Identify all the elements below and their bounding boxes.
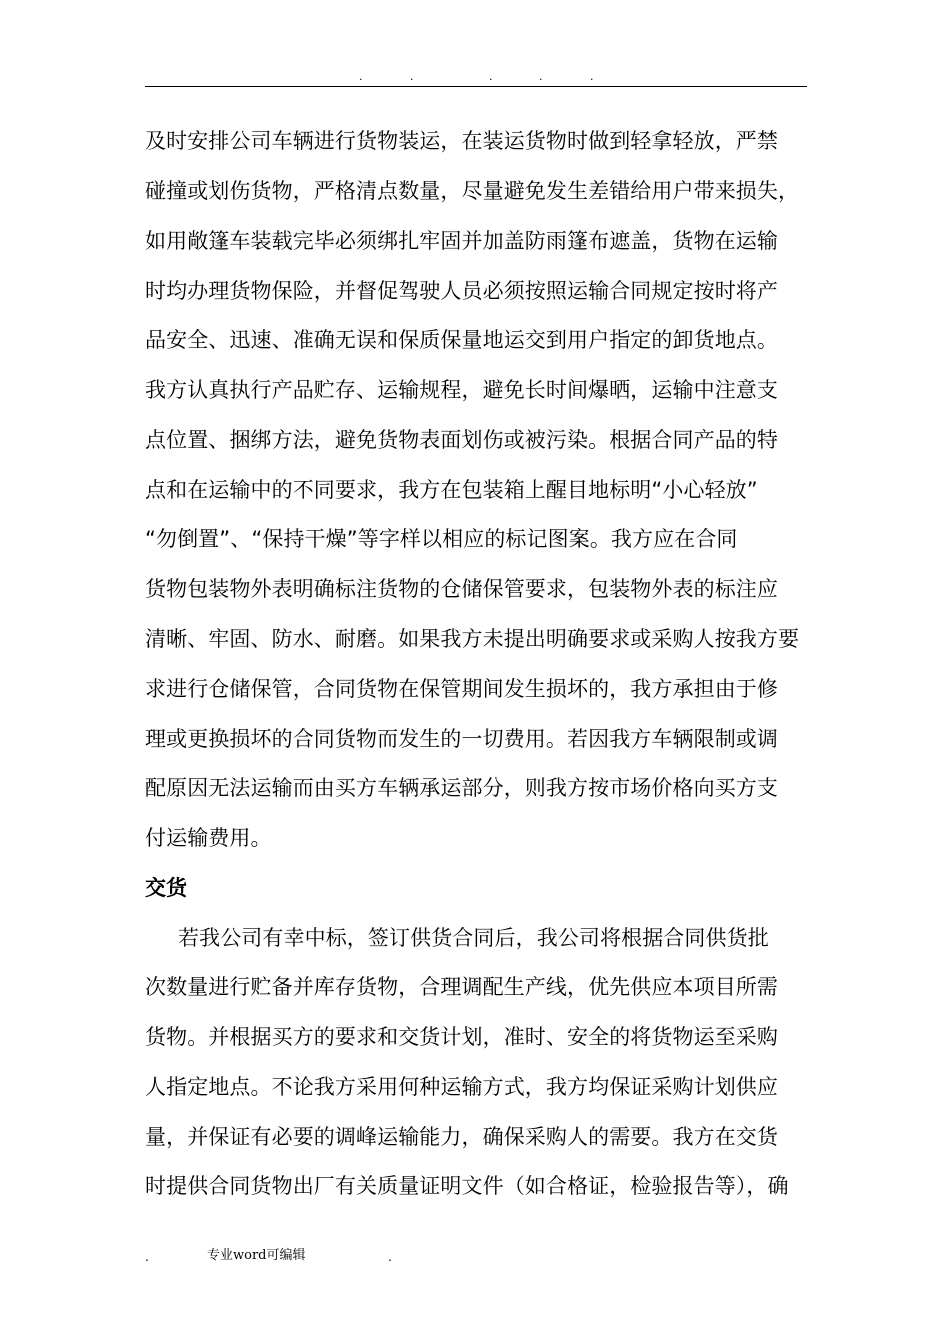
header-dots (145, 70, 807, 84)
body-line: 配原因无法运输而由买方车辆承运部分，则我方按市场价格向买方支 (145, 776, 778, 800)
body-line: 人指定地点。不论我方采用何种运输方式，我方均保证采购计划供应 (145, 1075, 778, 1099)
body-line: 次数量进行贮备并库存货物，合理调配生产线，优先供应本项目所需 (145, 975, 778, 999)
body-line: 点位置、捆绑方法，避免货物表面划伤或被污染。根据合同产品的特 (145, 428, 778, 452)
body-line: 货物包装物外表明确标注货物的仓储保管要求，包装物外表的标注应 (145, 577, 778, 601)
footer-dot: . (145, 1250, 149, 1264)
body-line: 货物。并根据买方的要求和交货计划，准时、安全的将货物运至采购 (145, 1025, 778, 1049)
section-heading: 交货 (145, 876, 187, 900)
body-line: 点和在运输中的不同要求，我方在包装箱上醒目地标明“小心轻放” (145, 478, 758, 502)
header-dot: . (590, 70, 594, 83)
header-dot: . (410, 70, 414, 83)
body-line: 理或更换损坏的合同货物而发生的一切费用。若因我方车辆限制或调 (145, 727, 778, 751)
body-line: 清晰、牢固、防水、耐磨。如果我方未提出明确要求或采购人按我方要 (145, 627, 800, 651)
body-line: 付运输费用。 (145, 826, 272, 850)
body-line: 若我公司有幸中标，签订供货合同后，我公司将根据合同供货批 (178, 926, 769, 950)
body-line: 求进行仓储保管，合同货物在保管期间发生损坏的，我方承担由于修 (145, 677, 778, 701)
body-line: 品安全、迅速、准确无误和保质保量地运交到用户指定的卸货地点。 (145, 328, 778, 352)
body-line: “勿倒置”、“保持干燥”等字样以相应的标记图案。我方应在合同 (145, 527, 738, 551)
body-line: 及时安排公司车辆进行货物装运，在装运货物时做到轻拿轻放，严禁 (145, 129, 778, 153)
header-dot: . (489, 70, 493, 83)
header-dot: . (539, 70, 543, 83)
body-line: 如用敞篷车装载完毕必须绑扎牢固并加盖防雨篷布遮盖，货物在运输 (145, 229, 778, 253)
footer-text: 专业word可编辑 (207, 1248, 306, 1263)
body-line: 量，并保证有必要的调峰运输能力，确保采购人的需要。我方在交货 (145, 1125, 778, 1149)
footer-dot: . (388, 1250, 392, 1264)
header-dot: . (359, 70, 363, 83)
body-line: 碰撞或划伤货物，严格清点数量，尽量避免发生差错给用户带来损失， (145, 179, 800, 203)
body-line: 时均办理货物保险，并督促驾驶人员必须按照运输合同规定按时将产 (145, 279, 778, 303)
header-rule (145, 86, 807, 87)
body-line: 我方认真执行产品贮存、运输规程，避免长时间爆晒，运输中注意支 (145, 378, 778, 402)
body-line: 时提供合同货物出厂有关质量证明文件（如合格证，检验报告等），确 (145, 1174, 789, 1198)
